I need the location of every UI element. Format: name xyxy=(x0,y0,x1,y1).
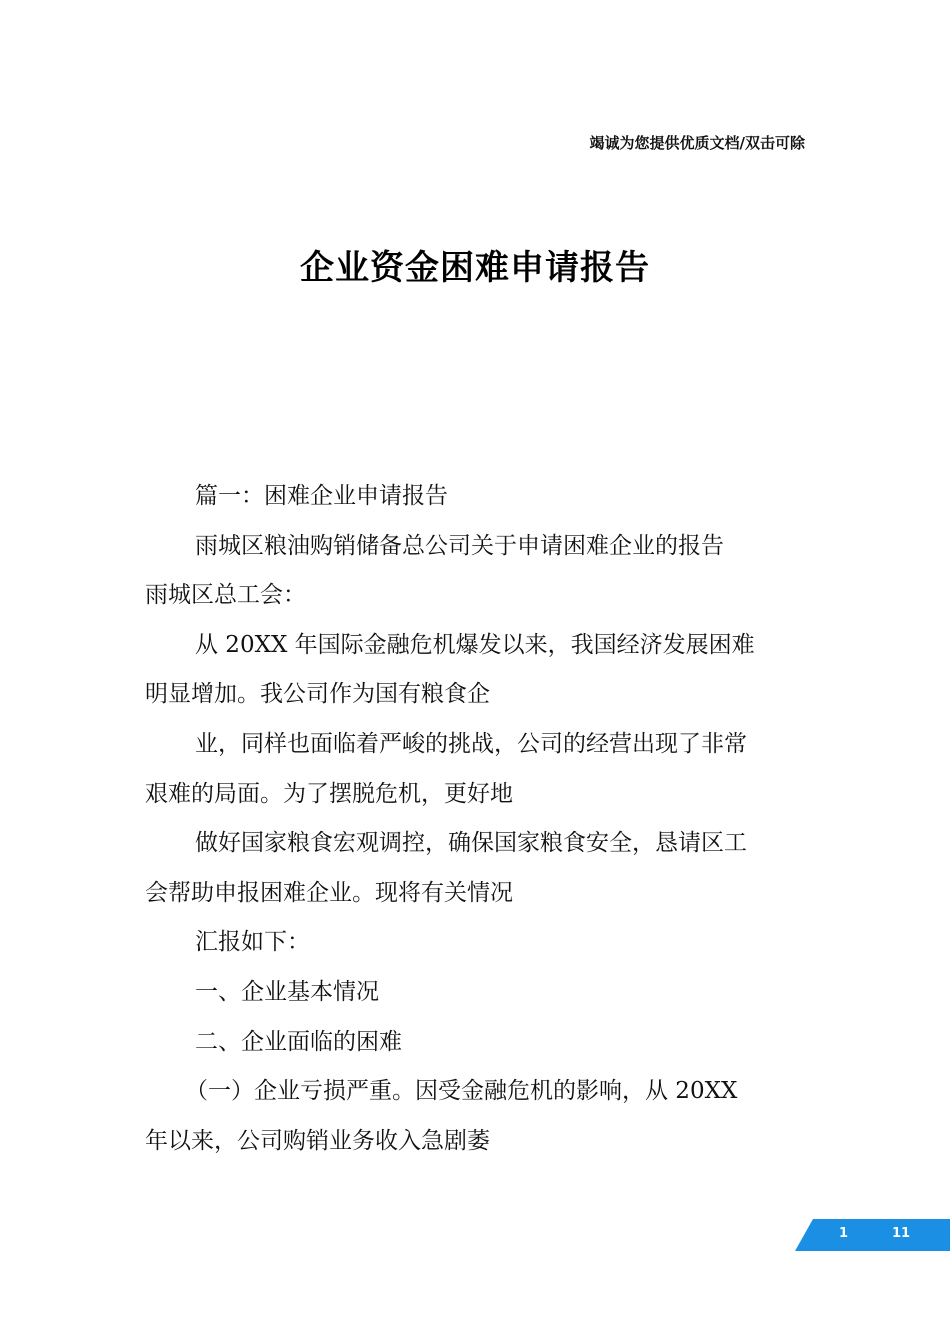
paragraph-line: 做好国家粮食宏观调控，确保国家粮食安全，恳请区工 xyxy=(195,830,747,857)
current-page-number: 1 xyxy=(839,1226,849,1241)
paragraph-line: （一）企业亏损严重。因受金融危机的影响，从 20XX xyxy=(185,1078,738,1105)
paragraph-line: 雨城区总工会： xyxy=(145,582,306,609)
paragraph-line: 艰难的局面。为了摆脱危机，更好地 xyxy=(145,780,513,807)
paragraph-line: 雨城区粮油购销储备总公司关于申请困难企业的报告 xyxy=(195,532,724,559)
paragraph-line: 业，同样也面临着严峻的挑战，公司的经营出现了非常 xyxy=(195,730,747,757)
paragraph-line: 明显增加。我公司作为国有粮食企 xyxy=(145,681,490,708)
page-badge-shape xyxy=(795,1219,950,1251)
document-title: 企业资金困难申请报告 xyxy=(300,248,650,288)
paragraph-line: 年以来，公司购销业务收入急剧萎 xyxy=(145,1127,490,1154)
paragraph-line: 从 20XX 年国际金融危机爆发以来，我国经济发展困难 xyxy=(195,631,755,658)
paragraph-line: 会帮助申报困难企业。现将有关情况 xyxy=(145,879,513,906)
document-body xyxy=(145,472,807,1166)
paragraph-line: 一、企业基本情况 xyxy=(195,978,379,1005)
paragraph-line: 汇报如下： xyxy=(195,929,310,956)
paragraph-line: 二、企业面临的困难 xyxy=(195,1028,402,1055)
paragraph-line: 篇一：困难企业申请报告 xyxy=(195,483,448,509)
header-note: 竭诚为您提供优质文档/双击可除 xyxy=(589,134,805,152)
page-number-badge xyxy=(795,1219,950,1251)
total-page-count: 11 xyxy=(892,1226,911,1241)
